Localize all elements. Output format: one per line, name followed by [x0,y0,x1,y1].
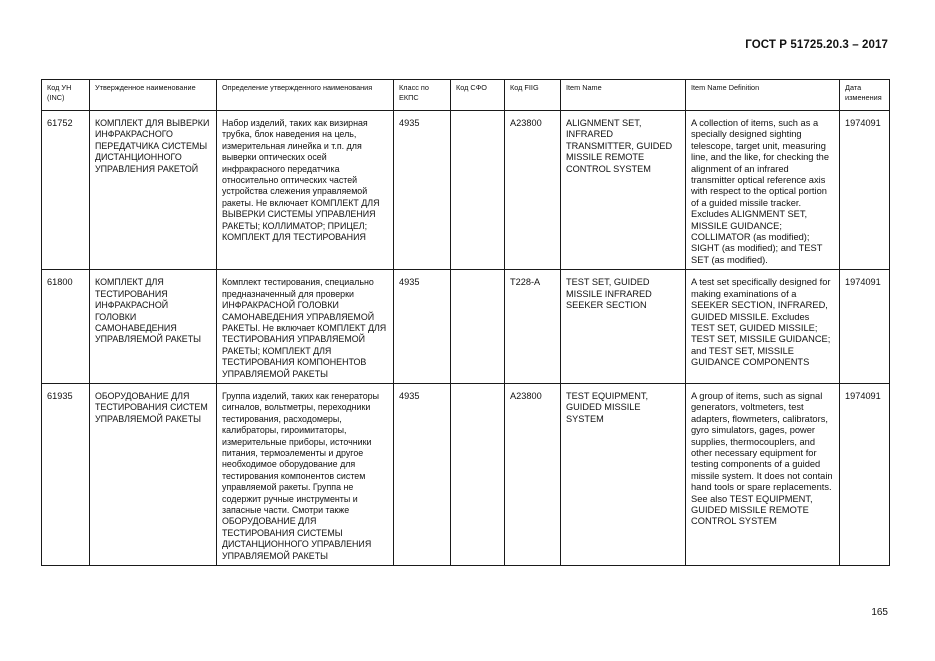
cell-code-un: 61752 [42,111,90,270]
cell-item-name: TEST EQUIPMENT, GUIDED MISSILE SYSTEM [561,383,686,565]
header-change-date: Дата изменения [840,80,890,111]
header-ekps-class: Класс по ЕКПС [394,80,451,111]
table-header-row [42,80,890,111]
table-row [42,111,890,270]
cell-fiig-code: T228-A [505,270,561,384]
cell-item-name-definition: A group of items, such as signal generators, voltmeters, test adapters, flowmeters, calibrators, gyro simulators, gages, power supplies, thermocouplers, and other necessary equipment for testing components of a guided missile system. It does not contain hand tools or spare replacements. See also TEST EQUIPMENT, GUIDED MISSILE REMOTE CONTROL SYSTEM [686,383,840,565]
header-code-un: Код УН (INC) [42,80,90,111]
cell-change-date: 1974091 [840,383,890,565]
cell-approved-name: КОМПЛЕКТ ДЛЯ ВЫВЕРКИ ИНФРАКРАСНОГО ПЕРЕДАТЧИКА СИСТЕМЫ ДИСТАНЦИОННОГО УПРАВЛЕНИЯ РАКЕТОЙ [90,111,217,270]
cell-sfo-code [451,383,505,565]
header-approved-name: Утвержденное наименование [90,80,217,111]
cell-sfo-code [451,111,505,270]
header-item-name: Item Name [561,80,686,111]
header-sfo-code: Код СФО [451,80,505,111]
cell-approved-name: ОБОРУДОВАНИЕ ДЛЯ ТЕСТИРОВАНИЯ СИСТЕМ УПРАВЛЯЕМОЙ РАКЕТЫ [90,383,217,565]
cell-item-name: ALIGNMENT SET, INFRARED TRANSMITTER, GUIDED MISSILE REMOTE CONTROL SYSTEM [561,111,686,270]
cell-approved-definition: Группа изделий, таких как генераторы сигналов, вольтметры, переходники тестирования, расходомеры, калибраторы, гироимитаторы, измерительные приборы, источники питания, термоэлементы и другое необходимое оборудование для тестирования компонентов систем управляемой ракеты. Группа не содержит ручные инструменты и запасные части. Смотри также ОБОРУДОВАНИЕ ДЛЯ ТЕСТИРОВАНИЯ СИСТЕМЫ ДИСТАНЦИОННОГО УПРАВЛЕНИЯ УПРАВЛЯЕМОЙ РАКЕТЫ [217,383,394,565]
cell-ekps-class: 4935 [394,270,451,384]
cell-sfo-code [451,270,505,384]
header-fiig-code: Код FIIG [505,80,561,111]
cell-fiig-code: A23800 [505,383,561,565]
document-standard-code: ГОСТ Р 51725.20.3 – 2017 [745,39,888,51]
cell-ekps-class: 4935 [394,383,451,565]
table-row [42,270,890,384]
cell-item-name-definition: A collection of items, such as a specially designed sighting telescope, target unit, measuring line, and the like, for checking the alignment of an infrared transmitter optical reference axis with respect to the optical portion of a guided missile tracker. Excludes ALIGNMENT SET, MISSILE GUIDANCE; COLLIMATOR (as modified); SIGHT (as modified); and TEST SET (as modified). [686,111,840,270]
cell-code-un: 61935 [42,383,90,565]
header-item-name-definition: Item Name Definition [686,80,840,111]
cell-approved-definition: Комплект тестирования, специально предназначенный для проверки ИНФРАКРАСНОЙ ГОЛОВКИ САМОНАВЕДЕНИЯ УПРАВЛЯЕМОЙ РАКЕТЫ. Не включает КОМПЛЕКТ ДЛЯ ТЕСТИРОВАНИЯ УПРАВЛЯЕМОЙ РАКЕТЫ; КОМПЛЕКТ ДЛЯ ТЕСТИРОВАНИЯ КОМПОНЕНТОВ УПРАВЛЯЕМОЙ РАКЕТЫ [217,270,394,384]
cell-code-un: 61800 [42,270,90,384]
cell-ekps-class: 4935 [394,111,451,270]
table-row [42,383,890,565]
header-approved-definition: Определение утвержденного наименования [217,80,394,111]
cell-change-date: 1974091 [840,111,890,270]
cell-fiig-code: A23800 [505,111,561,270]
cell-item-name-definition: A test set specifically designed for making examinations of a SEEKER SECTION, INFRARED, GUIDED MISSILE. Excludes TEST SET, GUIDED MISSILE; TEST SET, MISSILE GUIDANCE; and TEST SET, MISSILE GUIDANCE COMPONENTS [686,270,840,384]
cell-change-date: 1974091 [840,270,890,384]
cell-item-name: TEST SET, GUIDED MISSILE INFRARED SEEKER SECTION [561,270,686,384]
page-number: 165 [871,607,888,618]
cell-approved-name: КОМПЛЕКТ ДЛЯ ТЕСТИРОВАНИЯ ИНФРАКРАСНОЙ ГОЛОВКИ САМОНАВЕДЕНИЯ УПРАВЛЯЕМОЙ РАКЕТЫ [90,270,217,384]
cell-approved-definition: Набор изделий, таких как визирная трубка, блок наведения на цель, измерительная линейка и т.п. для выверки оптических осей инфракрасного передатчика относительно оптических частей устройства слежения управляемой ракеты. Не включает КОМПЛЕКТ ДЛЯ ВЫВЕРКИ СИСТЕМЫ УПРАВЛЕНИЯ РАКЕТЫ; КОЛЛИМАТОР; ПРИЦЕЛ; КОМПЛЕКТ ДЛЯ ТЕСТИРОВАНИЯ [217,111,394,270]
item-names-table [41,79,890,566]
